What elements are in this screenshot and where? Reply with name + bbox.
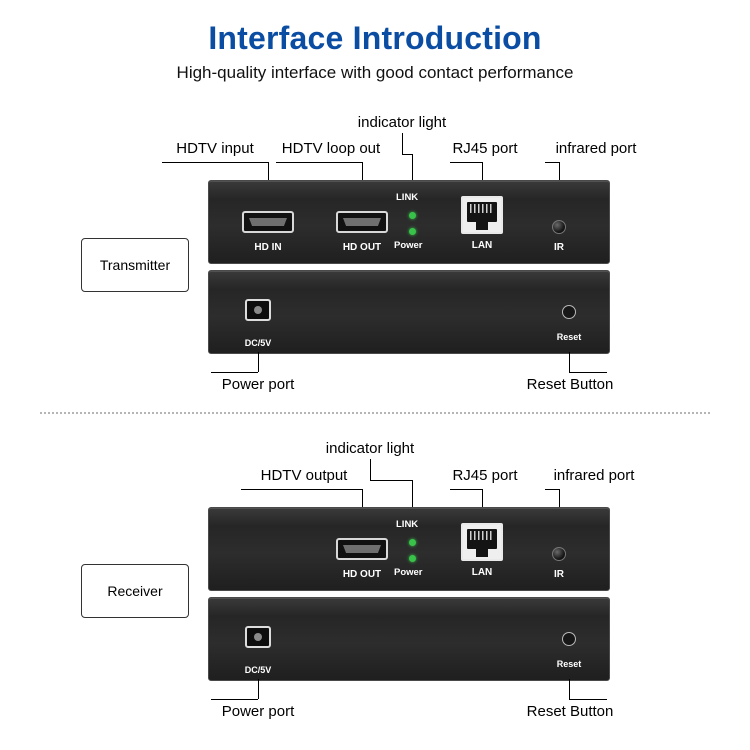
callout-rj45-port-rx: RJ45 port — [452, 467, 518, 484]
section-divider — [40, 412, 710, 414]
receiver-link-led — [409, 539, 416, 546]
leader-indicator-rx-h — [370, 480, 412, 481]
leader-power-tx-h — [211, 372, 258, 373]
page-subtitle: High-quality interface with good contact performance — [176, 63, 574, 82]
transmitter-link-led — [409, 212, 416, 219]
receiver-name-box — [81, 564, 189, 618]
receiver-dc-jack[interactable] — [245, 626, 271, 648]
rj45-tab — [476, 548, 488, 557]
receiver-hd-out-port[interactable] — [336, 538, 388, 560]
transmitter-reset-label: Reset — [556, 332, 582, 342]
transmitter-dc-jack[interactable] — [245, 299, 271, 321]
callout-infrared-port-tx: infrared port — [555, 140, 637, 157]
transmitter-hd-out-port[interactable] — [336, 211, 388, 233]
rj45-pins — [470, 204, 494, 213]
leader-ir-rx-h — [545, 489, 559, 490]
callout-power-port-rx: Power port — [221, 703, 295, 720]
callout-reset-button-tx: Reset Button — [526, 376, 614, 393]
callout-rj45-port-tx: RJ45 port — [452, 140, 518, 157]
callout-hdtv-output: HDTV output — [260, 467, 348, 484]
callout-indicator-light-rx: indicator light — [325, 440, 415, 457]
callout-indicator-light-tx: indicator light — [357, 114, 447, 131]
transmitter-power-led — [409, 228, 416, 235]
transmitter-ir-label: IR — [554, 242, 564, 253]
transmitter-hd-in-label: HD IN — [254, 242, 282, 253]
leader-rj45-tx-h — [450, 162, 482, 163]
rj45-tab — [476, 221, 488, 230]
leader-indicator-tx-h — [402, 154, 412, 155]
transmitter-link-label: LINK — [396, 192, 419, 203]
transmitter-ir-port[interactable] — [552, 220, 566, 234]
leader-reset-rx-v — [569, 679, 570, 699]
receiver-lan-label: LAN — [471, 567, 493, 578]
callout-reset-button-rx: Reset Button — [526, 703, 614, 720]
transmitter-lan-label: LAN — [471, 240, 493, 251]
leader-reset-rx-h — [569, 699, 607, 700]
receiver-dc-label: DC/5V — [244, 665, 272, 675]
leader-indicator-rx-v1 — [370, 459, 371, 480]
leader-hdtv-output-h — [241, 489, 362, 490]
leader-power-rx-h — [211, 699, 258, 700]
rj45-pins — [470, 531, 494, 540]
receiver-hd-out-label: HD OUT — [342, 569, 382, 580]
receiver-name-label: Receiver — [107, 583, 163, 599]
transmitter-power-label: Power — [394, 240, 423, 251]
leader-power-rx-v — [258, 679, 259, 699]
receiver-power-led — [409, 555, 416, 562]
leader-rj45-rx-h — [450, 489, 482, 490]
receiver-ir-label: IR — [554, 569, 564, 580]
transmitter-name-label: Transmitter — [99, 257, 171, 273]
callout-infrared-port-rx: infrared port — [553, 467, 635, 484]
leader-hdtv-loop-h — [276, 162, 362, 163]
callout-hdtv-input: HDTV input — [176, 140, 254, 157]
leader-hdtv-input-h — [162, 162, 268, 163]
receiver-reset-label: Reset — [556, 659, 582, 669]
receiver-link-label: LINK — [396, 519, 419, 530]
leader-indicator-tx-v1 — [402, 133, 403, 154]
leader-reset-tx-h — [569, 372, 607, 373]
transmitter-name-box — [81, 238, 189, 292]
callout-hdtv-loop-out: HDTV loop out — [281, 140, 381, 157]
transmitter-hd-in-port[interactable] — [242, 211, 294, 233]
transmitter-hd-out-label: HD OUT — [342, 242, 382, 253]
transmitter-reset-hole[interactable] — [562, 305, 576, 319]
transmitter-dc-label: DC/5V — [244, 338, 272, 348]
page-title: Interface Introduction — [208, 20, 542, 56]
receiver-ir-port[interactable] — [552, 547, 566, 561]
receiver-power-label: Power — [394, 567, 423, 578]
leader-ir-tx-h — [545, 162, 559, 163]
receiver-lan-port[interactable] — [461, 523, 503, 561]
transmitter-lan-port[interactable] — [461, 196, 503, 234]
callout-power-port-tx: Power port — [221, 376, 295, 393]
leader-reset-tx-v — [569, 352, 570, 372]
leader-power-tx-v — [258, 352, 259, 372]
receiver-reset-hole[interactable] — [562, 632, 576, 646]
